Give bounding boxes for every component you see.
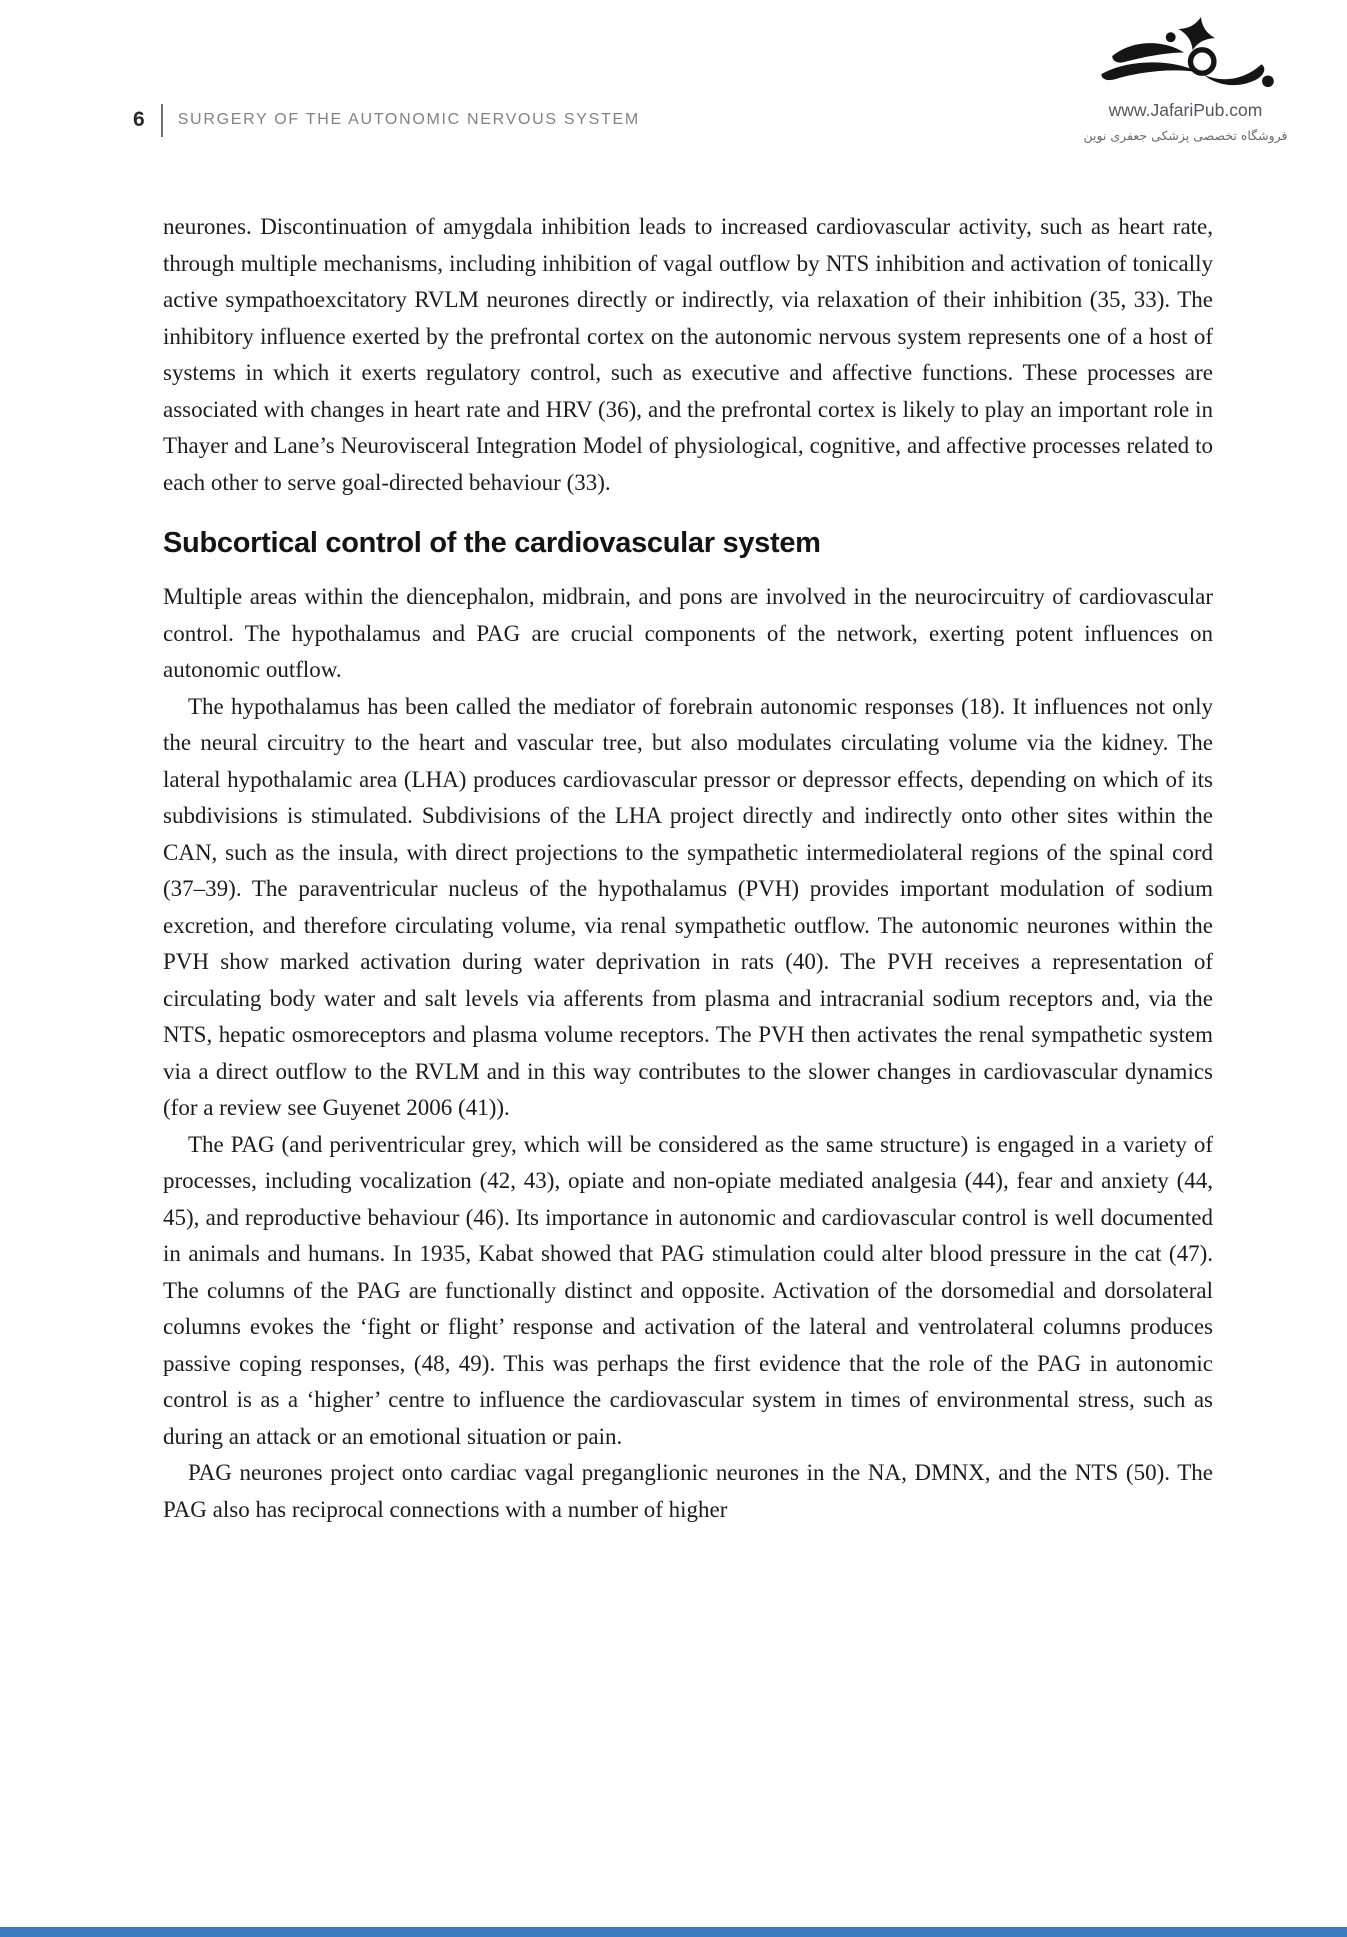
- publisher-url: www.JafariPub.com: [1108, 100, 1263, 120]
- paragraph-continuation: neurones. Discontinuation of amygdala inhibition leads to increased cardiovascular activity, such as heart rate, through multiple mechanisms, including inhibition of vagal outflow by NTS inhibition and activation of tonically active sympathoexcitatory RVLM neurones directly or indirectly, via relaxation of their inhibition (35, 33). The inhibitory influence exerted by the prefrontal cortex on the autonomic nervous system represents one of a host of systems in which it exerts regulatory control, such as executive and affective functions. These processes are associated with changes in heart rate and HRV (36), and the prefrontal cortex is likely to play an important role in Thayer and Lane’s Neurovisceral Integration Model of physiological, cognitive, and affective processes related to each other to serve goal-directed behaviour (33).: [163, 214, 1213, 495]
- paragraph: The hypothalamus has been called the mediator of forebrain autonomic responses (18). It influences not only the neural circuitry to the heart and vascular tree, but also modulates circulating volume via the kidney. The lateral hypothalamic area (LHA) produces cardiovascular pressor or depressor effects, depending on which of its subdivisions is stimulated. Subdivisions of the LHA project directly and indirectly onto other sites within the CAN, such as the insula, with direct projections to the sympathetic intermediolateral regions of the spinal cord (37–39). The paraventricular nucleus of the hypothalamus (PVH) provides important modulation of sodium excretion, and therefore circulating volume, via renal sympathetic outflow. The autonomic neurones within the PVH show marked activation during water deprivation in rats (40). The PVH receives a representation of circulating body water and salt levels via afferents from plasma and intracranial sodium receptors and, via the NTS, hepatic osmoreceptors and plasma volume receptors. The PVH then activates the renal sympathetic system via a direct outflow to the RVLM and in this way contributes to the slower changes in cardiovascular dynamics (for a review see Guyenet 2006 (41)).: [163, 693, 1213, 1120]
- paragraph: Multiple areas within the diencephalon, midbrain, and pons are involved in the neurocircuitry of cardiovascular control. The hypothalamus and PAG are crucial components of the network, exerting potent influences on autonomic outflow.: [163, 584, 1213, 682]
- bottom-accent-bar: [0, 1927, 1347, 1937]
- publisher-logo: [1078, 16, 1293, 143]
- header-divider: [161, 104, 163, 137]
- section-heading: Subcortical control of the cardiovascular system: [163, 527, 821, 559]
- jafaripub-calligraphy-icon: [1096, 16, 1276, 98]
- paragraph: PAG neurones project onto cardiac vagal preganglionic neurones in the NA, DMNX, and the NTS (50). The PAG also has reciprocal connections with a number of higher: [163, 1460, 1213, 1522]
- text-column: [163, 209, 1213, 1528]
- running-title: SURGERY OF THE AUTONOMIC NERVOUS SYSTEM: [177, 111, 640, 128]
- paragraph: The PAG (and periventricular grey, which will be considered as the same structure) is engaged in a variety of processes, including vocalization (42, 43), opiate and non-opiate mediated analgesia (44), fear and anxiety (44, 45), and reproductive behaviour (46). Its importance in autonomic and cardiovascular control is well documented in animals and humans. In 1935, Kabat showed that PAG stimulation could alter blood pressure in the cat (47). The columns of the PAG are functionally distinct and opposite. Activation of the dorsomedial and dorsolateral columns evokes the ‘fight or flight’ response and activation of the lateral and ventrolateral columns produces passive coping responses, (48, 49). This was perhaps the first evidence that the role of the PAG in autonomic control is as a ‘higher’ centre to influence the cardiovascular system in times of environmental stress, such as during an attack or an emotional situation or pain.: [163, 1131, 1213, 1449]
- page-number: 6: [133, 108, 145, 131]
- publisher-persian-caption: فروشگاه تخصصی پزشکی جعفری نوین: [1083, 128, 1288, 143]
- running-header: [133, 103, 640, 137]
